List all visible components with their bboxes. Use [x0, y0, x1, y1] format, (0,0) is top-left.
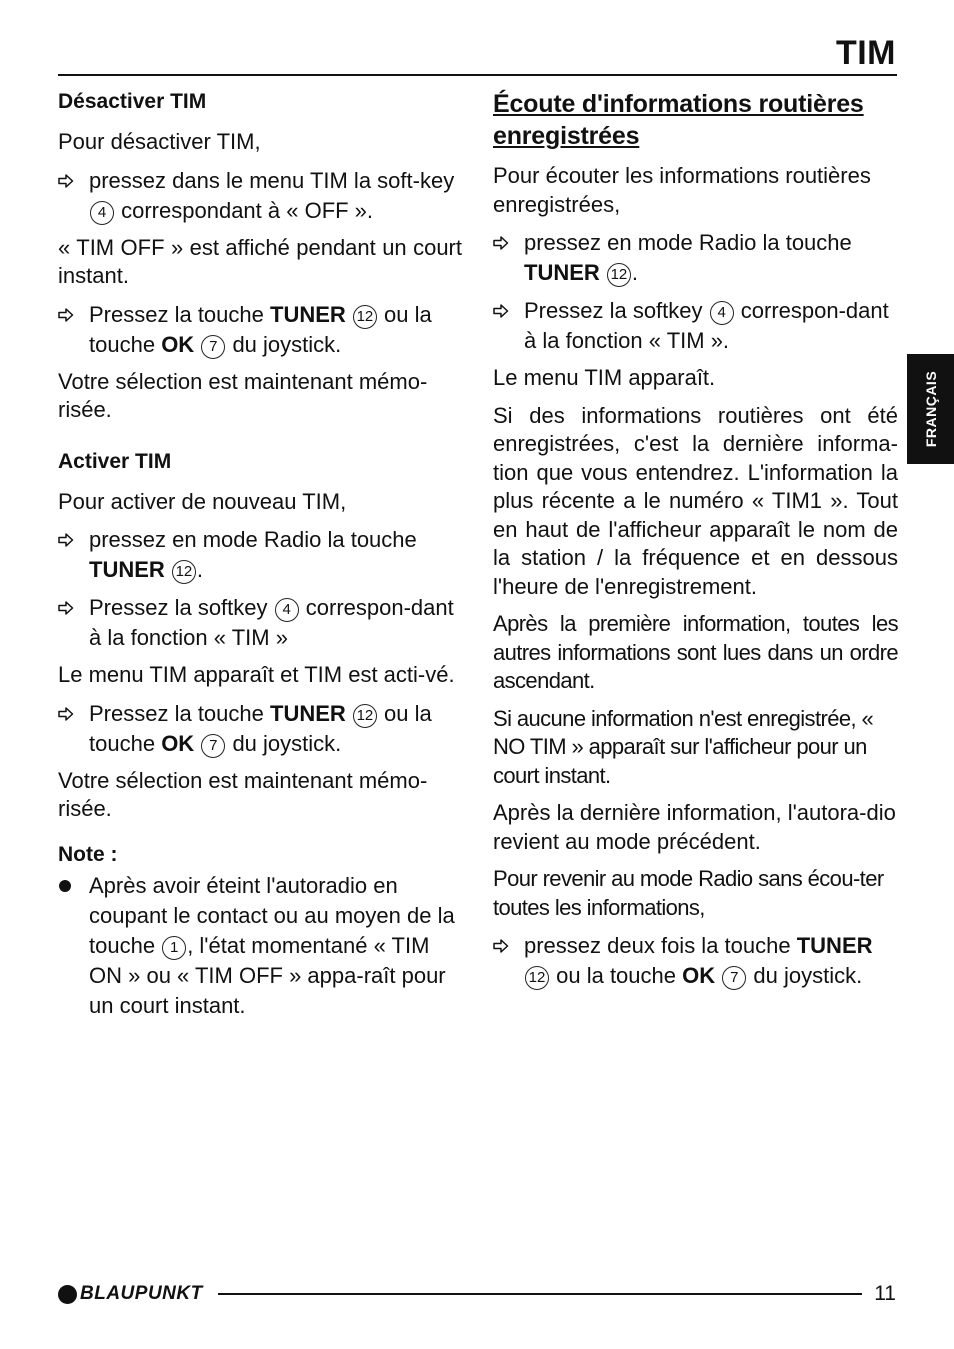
paragraph: Pour activer de nouveau TIM, — [58, 488, 347, 514]
logo-dot-icon — [58, 1285, 77, 1304]
paragraph: Pour désactiver TIM, — [58, 129, 261, 154]
key-number-badge: 12 — [353, 305, 377, 329]
paragraph: Le menu TIM apparaît et TIM est acti-vé. — [58, 662, 455, 687]
note-title: Note : — [58, 842, 118, 866]
language-tab-label: FRANÇAIS — [922, 370, 939, 448]
step-text: pressez en mode Radio la touche — [89, 527, 417, 552]
instruction-step — [58, 525, 462, 585]
header-rule — [58, 74, 897, 76]
key-name: TUNER — [270, 700, 346, 726]
key-number-badge: 12 — [172, 560, 196, 584]
step-text: ou la touche — [89, 700, 432, 756]
key-number-badge: 12 — [607, 263, 631, 287]
paragraph: Après la dernière information, l'autora-dio revient au mode précédent. — [493, 800, 896, 854]
language-tab — [907, 354, 954, 464]
key-name: TUNER — [524, 260, 600, 285]
key-number-badge: 12 — [525, 966, 549, 990]
step-text: du joystick. — [753, 963, 863, 988]
key-number-badge: 4 — [710, 301, 734, 325]
arrow-icon — [58, 173, 74, 189]
step-text: Pressez la softkey — [524, 298, 703, 323]
instruction-step — [493, 931, 898, 991]
section-title-deactivate: Désactiver TIM — [58, 90, 207, 113]
key-number-badge: 12 — [353, 704, 377, 728]
left-column — [58, 88, 462, 1029]
step-text: pressez en mode Radio la touche — [524, 230, 852, 255]
instruction-step — [58, 699, 462, 759]
instruction-step — [58, 593, 462, 653]
paragraph: « TIM OFF » est affiché pendant un court instant. — [58, 234, 462, 288]
step-text: correspon-dant à la fonction « TIM » — [89, 595, 454, 650]
key-number-badge: 7 — [201, 734, 225, 758]
step-text: du joystick. — [232, 730, 342, 756]
paragraph: Après la première information, toutes les autres informations sont lues dans un ordre ascendant. — [493, 611, 898, 693]
key-number-badge: 7 — [201, 335, 225, 359]
instruction-step — [58, 300, 462, 360]
paragraph: Votre sélection est maintenant mémo-risée. — [58, 767, 428, 821]
key-number-badge: 4 — [90, 201, 114, 225]
footer-rule — [218, 1293, 862, 1295]
step-text: ou la touche — [89, 301, 432, 357]
paragraph: Le menu TIM apparaît. — [493, 365, 716, 390]
step-text: correspondant à « OFF ». — [121, 197, 374, 223]
note-item — [58, 871, 462, 1021]
brand-logo — [58, 1282, 203, 1306]
key-name: TUNER — [796, 933, 873, 958]
instruction-step — [58, 166, 462, 226]
step-text: pressez dans le menu TIM la soft-key — [89, 167, 455, 193]
step-text: . — [631, 260, 639, 285]
step-text: pressez deux fois la touche — [524, 933, 791, 958]
instruction-step — [493, 228, 898, 288]
paragraph: Si des informations routières ont été enregistrées, c'est la dernière informa-tion que vous entendrez. L'information la plus récente a le numéro « TIM1 ». Tout en haut de l'afficheur apparaît le nom de la station / la fréquence et en dessous l'heure de l'enregistrement. — [493, 402, 898, 599]
step-text: . — [196, 557, 204, 582]
note-text: Après avoir éteint l'autoradio en coupant le contact ou au moyen de la touche — [89, 872, 455, 958]
arrow-icon — [58, 600, 74, 616]
step-text: Pressez la touche — [89, 700, 264, 726]
key-name: TUNER — [89, 557, 165, 582]
paragraph: Pour écouter les informations routières enregistrées, — [493, 163, 871, 217]
step-text: Pressez la touche — [89, 301, 264, 327]
section-title-activate: Activer TIM — [58, 449, 172, 473]
step-text: du joystick. — [232, 331, 342, 357]
paragraph: Votre sélection est maintenant mémo-risée. — [58, 368, 428, 422]
arrow-icon — [493, 303, 509, 319]
arrow-icon — [493, 235, 509, 251]
page-number: 11 — [874, 1282, 896, 1305]
arrow-icon — [58, 532, 74, 548]
key-name: OK — [161, 331, 195, 357]
brand-name: BLAUPUNKT — [80, 1283, 203, 1304]
key-number-badge: 1 — [162, 936, 186, 960]
arrow-icon — [58, 706, 74, 722]
key-number-badge: 7 — [722, 966, 746, 990]
key-name: OK — [161, 730, 195, 756]
arrow-icon — [493, 938, 509, 954]
instruction-step — [493, 296, 898, 356]
step-text: correspon-dant à la fonction « TIM ». — [524, 298, 889, 353]
key-name: OK — [682, 963, 716, 988]
arrow-icon — [58, 307, 74, 323]
paragraph: Pour revenir au mode Radio sans écou-ter toutes les informations, — [493, 866, 884, 920]
step-text: ou la touche — [556, 963, 676, 988]
bullet-icon — [59, 880, 71, 892]
step-text: Pressez la softkey — [89, 595, 268, 620]
paragraph: Si aucune information n'est enregistrée, « NO TIM » apparaît sur l'afficheur pour un court instant. — [493, 705, 874, 788]
page-title: TIM — [835, 34, 896, 72]
right-column — [493, 88, 898, 999]
key-number-badge: 4 — [275, 598, 299, 622]
key-name: TUNER — [270, 301, 346, 327]
note-text: , l'état momentané « TIM ON » ou « TIM OFF » appa-raît pour un court instant. — [89, 932, 446, 1018]
section-title-listen: Écoute d'informations routières enregistrées — [493, 90, 864, 150]
